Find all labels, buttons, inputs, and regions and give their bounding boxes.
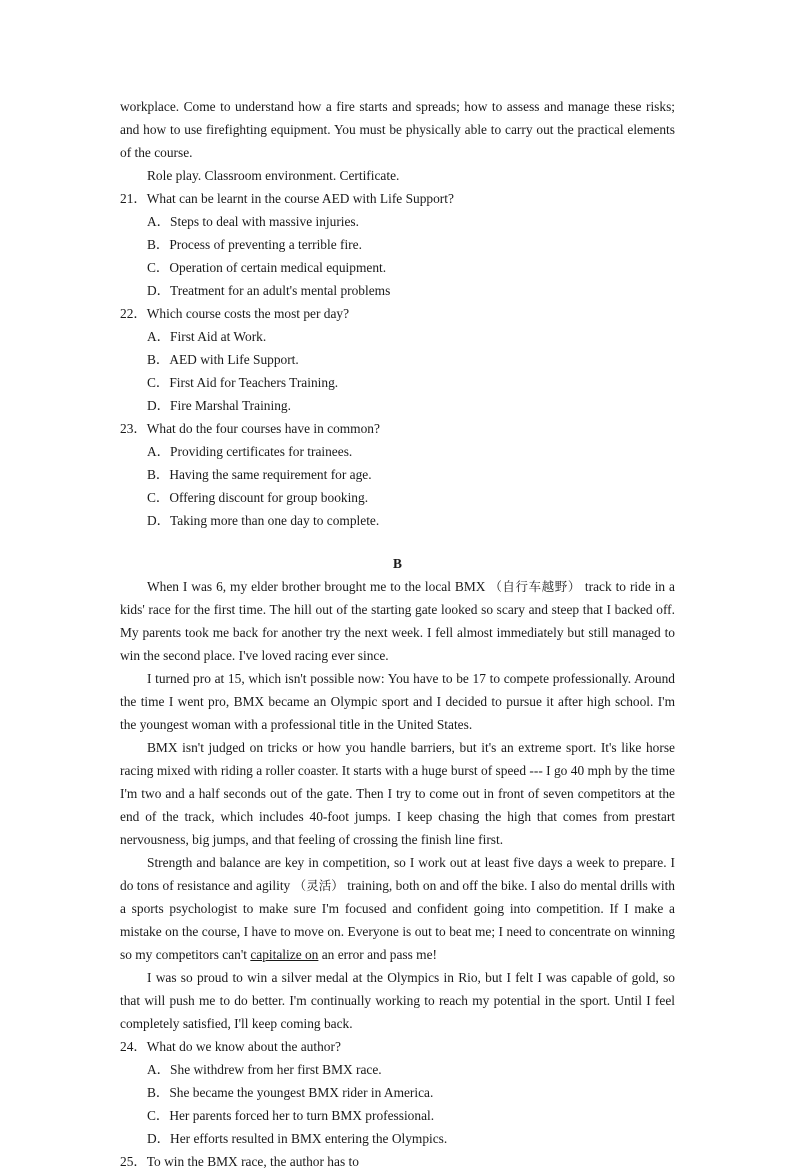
question-23-stem: 23．What do the four courses have in common? bbox=[120, 421, 380, 436]
passage-b-paragraph-2: I turned pro at 15, which isn't possible now: You have to be 17 to compete professionally. Around the time I went pro, BMX became an Olympic sport and I decided to pursue it after high school. I'm the youngest woman with a professional title in the United States. bbox=[120, 671, 675, 732]
underlined-phrase: capitalize on bbox=[250, 947, 319, 962]
option-c[interactable]: C．Her parents forced her to turn BMX professional. bbox=[147, 1108, 435, 1123]
question-21-stem: 21．What can be learnt in the course AED with Life Support? bbox=[120, 191, 454, 206]
passage-text: When I was 6, my elder brother brought me to the local BMX bbox=[147, 579, 490, 594]
passage-text: training, both on and off the bike. I also do mental drills with a sports psychologist to make sure I'm focused and confident going into competition. If I make a mistake on the course, I have to move on. Everyone is out to beat me; I need to concentrate on winning so my competitors can't bbox=[120, 878, 675, 962]
option-b[interactable]: B．Having the same requirement for age. bbox=[147, 467, 372, 482]
question-22-stem: 22．Which course costs the most per day? bbox=[120, 306, 350, 321]
exam-page bbox=[120, 95, 675, 1173]
section-heading-b: B bbox=[393, 556, 402, 571]
option-d[interactable]: D．Her efforts resulted in BMX entering the Olympics. bbox=[147, 1131, 448, 1146]
chinese-gloss: （自行车越野） bbox=[489, 579, 581, 594]
passage-b-paragraph-4 bbox=[120, 851, 675, 966]
option-b[interactable]: B．She became the youngest BMX rider in America. bbox=[147, 1085, 434, 1100]
passage-text: an error and pass me! bbox=[318, 947, 437, 962]
question-25-stem: 25．To win the BMX race, the author has to bbox=[120, 1154, 359, 1169]
option-a[interactable]: A．First Aid at Work. bbox=[147, 329, 267, 344]
question-24-options bbox=[120, 1058, 675, 1150]
option-d[interactable]: D．Fire Marshal Training. bbox=[147, 398, 291, 413]
passage-a-paragraph: Role play. Classroom environment. Certificate. bbox=[147, 168, 400, 183]
option-d[interactable]: D．Treatment for an adult's mental problems bbox=[147, 283, 391, 298]
option-d[interactable]: D．Taking more than one day to complete. bbox=[147, 513, 380, 528]
question-22-options bbox=[120, 325, 675, 417]
option-c[interactable]: C．Offering discount for group booking. bbox=[147, 490, 369, 505]
option-a[interactable]: A．She withdrew from her first BMX race. bbox=[147, 1062, 382, 1077]
passage-a-paragraph: workplace. Come to understand how a fire starts and spreads; how to assess and manage these risks; and how to use firefighting equipment. You must be physically able to carry out the practical elements of the course. bbox=[120, 99, 675, 160]
passage-text: Strength and balance are key in competition, so I work out at least five days a week to prepare. I do tons of resistance and agility bbox=[120, 855, 675, 893]
passage-b-paragraph-3: BMX isn't judged on tricks or how you handle barriers, but it's an extreme sport. It's like horse racing mixed with riding a roller coaster. It starts with a huge burst of speed --- I go 40 mph by the time I'm two and a half seconds out of the gate. Then I try to come out in front of seven competitors at the end of the track, which includes 40-foot jumps. I keep chasing the high that comes from prestart nervousness, big jumps, and that feeling of crossing the finish line first. bbox=[120, 740, 675, 847]
option-a[interactable]: A．Providing certificates for trainees. bbox=[147, 444, 353, 459]
passage-b-paragraph-1 bbox=[120, 575, 675, 667]
option-a[interactable]: A．Steps to deal with massive injuries. bbox=[147, 214, 359, 229]
option-c[interactable]: C．First Aid for Teachers Training. bbox=[147, 375, 339, 390]
option-c[interactable]: C．Operation of certain medical equipment. bbox=[147, 260, 387, 275]
passage-b-paragraph-5: I was so proud to win a silver medal at the Olympics in Rio, but I felt I was capable of gold, so that will push me to do better. I'm continually working to reach my potential in the sport. Until I feel completely satisfied, I'll keep coming back. bbox=[120, 970, 675, 1031]
question-21-options bbox=[120, 210, 675, 302]
passage-text: track to ride in a kids' race for the first time. The hill out of the starting gate looked so scary and steep that I backed off. My parents took me back for another try the next week. I fell almost immediately but still managed to win the second place. I've loved racing ever since. bbox=[120, 579, 675, 663]
question-23-options bbox=[120, 440, 675, 532]
option-b[interactable]: B．AED with Life Support. bbox=[147, 352, 299, 367]
question-24-stem: 24．What do we know about the author? bbox=[120, 1039, 341, 1054]
chinese-gloss: （灵活） bbox=[293, 878, 344, 893]
option-b[interactable]: B．Process of preventing a terrible fire. bbox=[147, 237, 362, 252]
